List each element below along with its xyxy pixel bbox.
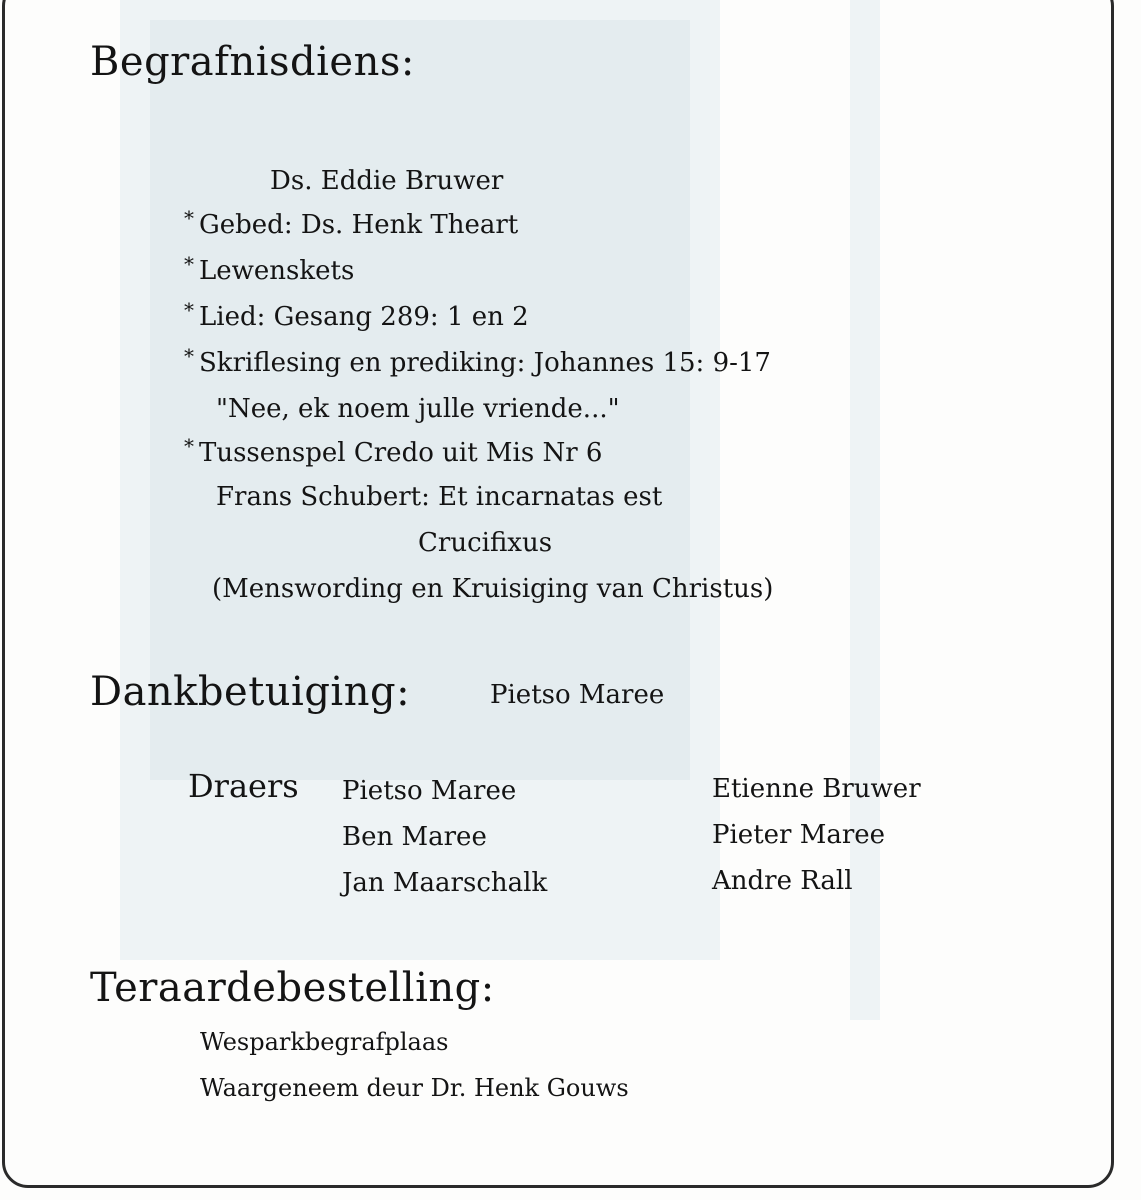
draers-label: Draers xyxy=(188,767,299,805)
pallbearer-name: Andre Rall xyxy=(712,866,853,896)
dankbetuiging-heading: Dankbetuiging: xyxy=(90,669,411,715)
program-item-label: Lewenskets xyxy=(199,256,355,286)
pallbearer-name: Etienne Bruwer xyxy=(712,774,921,804)
bullet-star: * xyxy=(184,344,194,368)
program-item-label: Tussenspel Credo uit Mis Nr 6 xyxy=(199,438,603,468)
program-item-label: Skriflesing en prediking: Johannes 15: 9-17 xyxy=(199,348,771,378)
bullet-star: * xyxy=(184,252,194,276)
sermon-quote: "Nee, ek noem julle vriende..." xyxy=(216,394,620,424)
begrafnisdiens-heading: Begrafnisdiens: xyxy=(90,39,415,85)
officiant-line: Waargeneem deur Dr. Henk Gouws xyxy=(200,1074,629,1102)
burial-place: Wesparkbegrafplaas xyxy=(200,1028,449,1056)
program-item-hymn xyxy=(184,298,529,332)
pallbearer-name: Jan Maarschalk xyxy=(342,868,548,898)
program-item-prayer xyxy=(184,206,519,240)
program-item-scripture xyxy=(184,344,771,378)
minister-line: Ds. Eddie Bruwer xyxy=(270,166,504,196)
program-item-label: Gebed: Ds. Henk Theart xyxy=(199,210,519,240)
composer-line: Frans Schubert: Et incarnatas est xyxy=(216,482,663,512)
program-item-interlude xyxy=(184,434,603,468)
pallbearer-name: Pietso Maree xyxy=(342,776,517,806)
teraardebestelling-heading: Teraardebestelling: xyxy=(90,965,495,1011)
bullet-star: * xyxy=(184,434,194,458)
pallbearer-name: Pieter Maree xyxy=(712,820,886,850)
bullet-star: * xyxy=(184,298,194,322)
translation-line: (Menswording en Kruisiging van Christus) xyxy=(212,574,774,604)
program-item-biography xyxy=(184,252,355,286)
dankbetuiging-name: Pietso Maree xyxy=(490,680,665,710)
crucifixus-line: Crucifixus xyxy=(418,528,553,558)
bullet-star: * xyxy=(184,206,194,230)
pallbearer-name: Ben Maree xyxy=(342,822,487,852)
program-item-label: Lied: Gesang 289: 1 en 2 xyxy=(199,302,529,332)
